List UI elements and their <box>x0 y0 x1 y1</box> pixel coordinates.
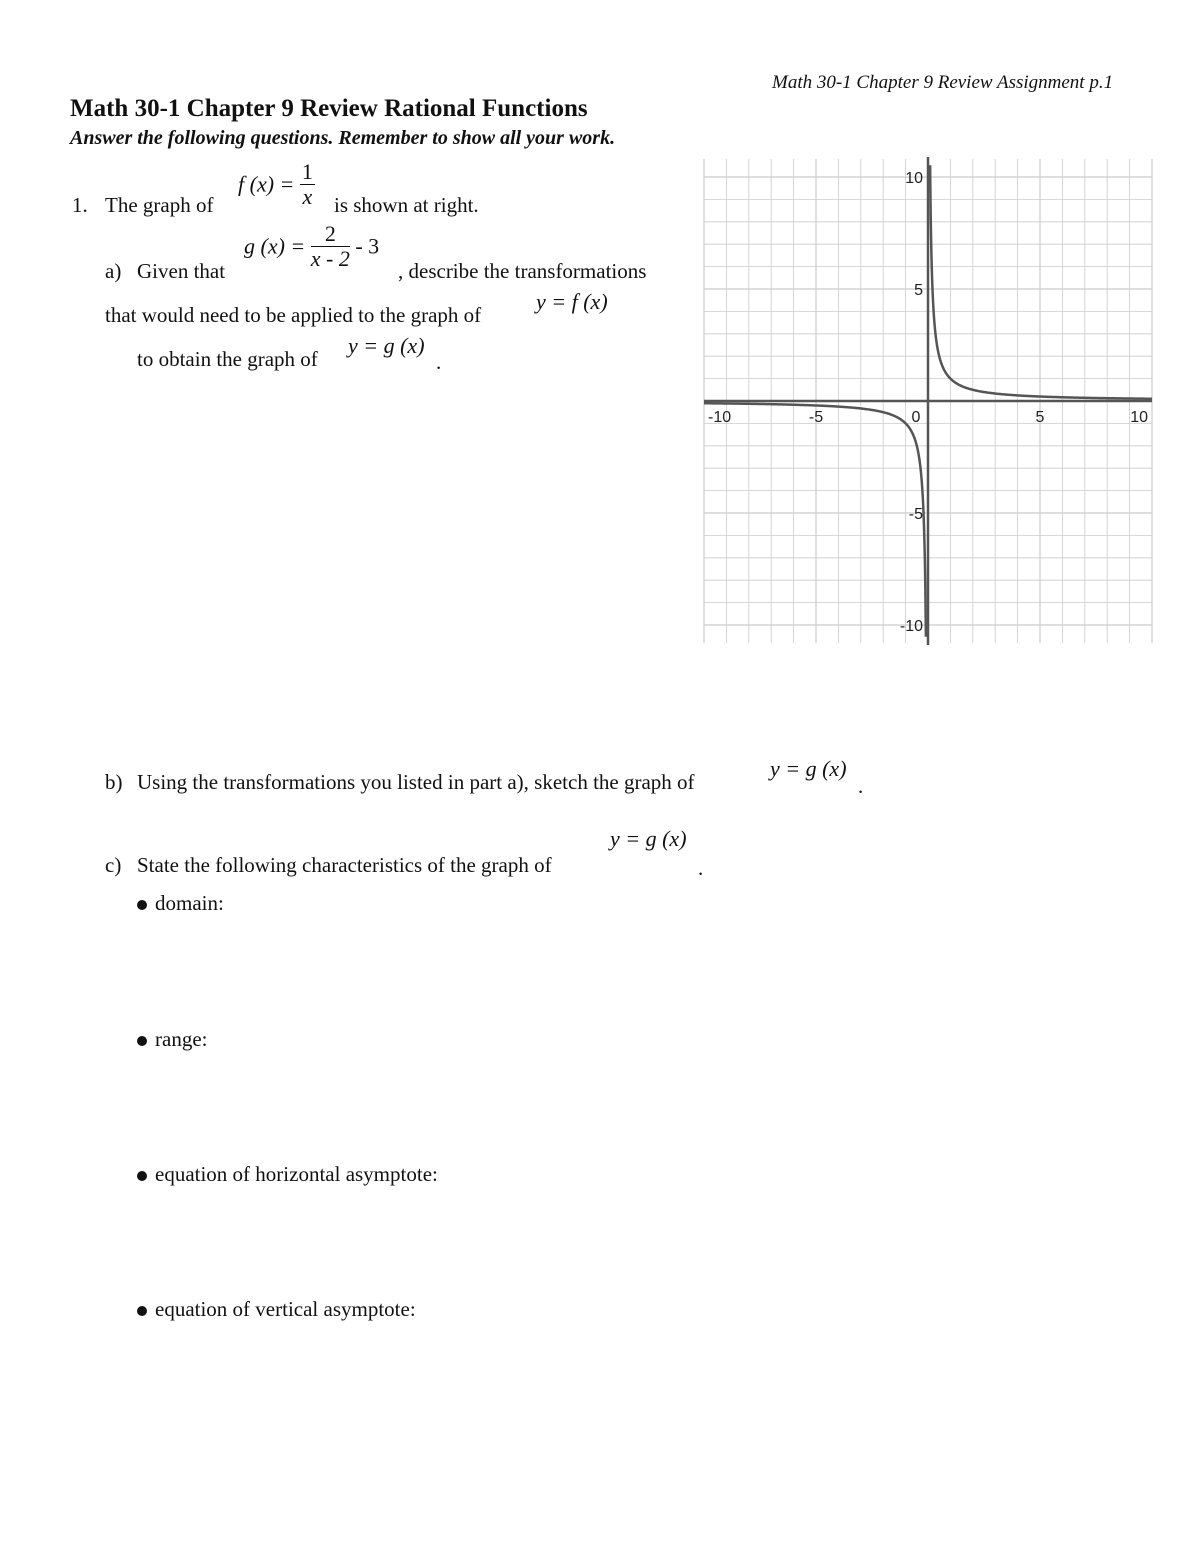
part-c-text: State the following characteristics of the graph of <box>137 853 552 877</box>
f-numerator: 1 <box>301 159 313 184</box>
part-a-text-post: , describe the transformations <box>398 259 647 283</box>
bullet-range <box>137 1027 207 1052</box>
g-tail: - 3 <box>355 233 380 259</box>
part-a-y-g: y = g (x) <box>348 333 425 358</box>
question-number: 1. <box>72 193 88 217</box>
y-tick-label: -5 <box>908 506 923 523</box>
part-b-y-g: y = g (x) <box>770 756 847 781</box>
g-fraction <box>311 222 350 271</box>
curve-right-branch <box>930 165 1152 399</box>
part-a-label: a) <box>105 259 122 283</box>
part-a-text-pre: Given that <box>137 259 226 283</box>
f-lhs: f (x) = <box>238 171 295 197</box>
running-header: Math 30-1 Chapter 9 Review Assignment p.1 <box>772 72 1114 93</box>
part-c-period: . <box>698 856 704 880</box>
page-title: Math 30-1 Chapter 9 Review Rational Functions <box>70 95 588 122</box>
part-c-y-g: y = g (x) <box>610 826 687 851</box>
g-denominator: x - 2 <box>310 246 350 271</box>
bullet-domain <box>137 891 224 916</box>
bullet-dot <box>137 1171 147 1181</box>
bullet-horizontal-asymptote <box>137 1162 438 1187</box>
part-c-label: c) <box>105 853 122 877</box>
bullet-dot <box>137 1306 147 1316</box>
bullet-vertical-asymptote <box>137 1297 416 1322</box>
page-subtitle: Answer the following questions. Remember to show all your work. <box>70 127 616 149</box>
y-tick-label: 10 <box>905 170 923 187</box>
part-b-text: Using the transformations you listed in part a), sketch the graph of <box>137 770 695 794</box>
x-tick-label: 5 <box>1035 409 1045 426</box>
q1-intro-pre: The graph of <box>105 193 214 217</box>
bullet-dot <box>137 1036 147 1046</box>
part-a-line2: that would need to be applied to the graph of <box>105 303 482 327</box>
reciprocal-function-graph <box>700 155 1156 647</box>
g-definition <box>244 222 379 271</box>
f-definition <box>238 160 315 209</box>
bullet-label: equation of horizontal asymptote: <box>155 1162 438 1186</box>
x-tick-label: 10 <box>1130 409 1148 426</box>
bullet-label: equation of vertical asymptote: <box>155 1297 416 1321</box>
part-b-period: . <box>858 774 864 798</box>
f-denominator: x <box>302 184 313 209</box>
curve-left-branch <box>704 403 926 637</box>
y-tick-label: -10 <box>899 618 923 635</box>
g-lhs: g (x) = <box>244 233 306 259</box>
q1-intro-post: is shown at right. <box>334 193 479 217</box>
bullet-label: range: <box>155 1027 208 1051</box>
g-numerator: 2 <box>311 222 350 247</box>
x-tick-label: -10 <box>708 409 732 426</box>
part-a-y-f: y = f (x) <box>536 289 608 314</box>
part-b-label: b) <box>105 770 123 794</box>
x-tick-label: 0 <box>911 409 921 426</box>
bullet-dot <box>137 900 147 910</box>
f-fraction <box>300 160 315 209</box>
y-tick-label: 5 <box>914 282 923 299</box>
part-a-period: . <box>436 350 442 374</box>
x-tick-label: -5 <box>808 409 824 426</box>
part-a-line3: to obtain the graph of <box>137 347 318 371</box>
bullet-label: domain: <box>155 891 224 915</box>
